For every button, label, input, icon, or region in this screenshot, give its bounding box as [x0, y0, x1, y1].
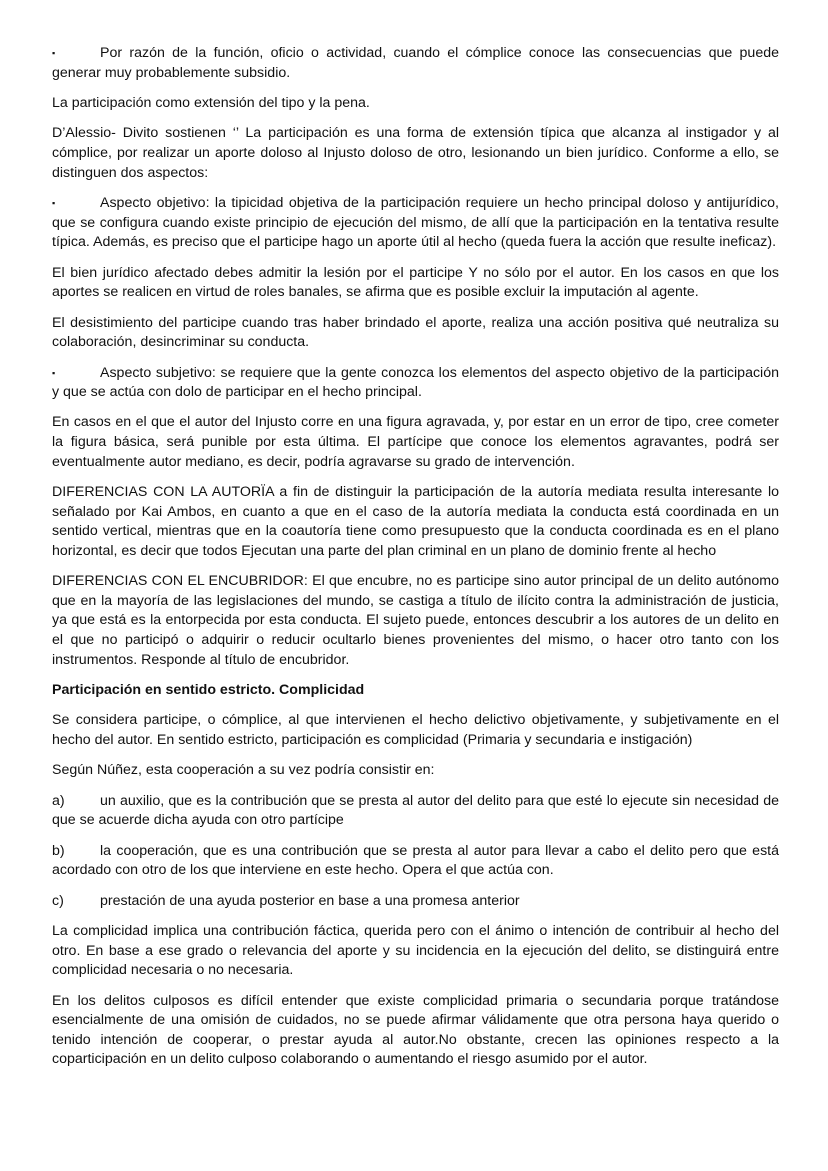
list-marker: c) — [52, 892, 64, 909]
list-item-text: prestación de una ayuda posterior en base a una promesa anterior — [100, 892, 520, 909]
paragraph: Se considera participe, o cómplice, al que intervienen el hecho delictivo objetivamente, y subjetivamente en el hecho del autor. En sentido estricto, participación es complicidad (Primaria y secundaria e instigación) — [52, 712, 779, 748]
list-item — [52, 792, 779, 831]
section-heading: Participación en sentido estricto. Complicidad — [52, 682, 365, 698]
paragraph: D’Alessio- Divito sostienen ‘’ La participación es una forma de extensión típica que alcanza al instigador y al cómplice, por realizar un aporte doloso al Injusto doloso de otro, lesionando un bien jurídico. Conforme a ello, se distinguen dos aspectos: — [52, 125, 779, 181]
bullet-paragraph — [52, 364, 779, 403]
paragraph-text: Aspecto objetivo: la tipicidad objetiva de la participación requiere un hecho principal doloso y antijurídico, que se configura cuando existe principio de ejecución del mismo, de allí que la participación en la tentativa resulte típica. Además, es preciso que el participe hago un aporte útil al hecho (queda fuera la acción que resulte ineficaz). — [52, 194, 779, 251]
bullet-marker: ▪ — [52, 367, 56, 378]
list-item — [52, 892, 779, 912]
document-page — [52, 44, 779, 1081]
paragraph: El desistimiento del participe cuando tras haber brindado el aporte, realiza una acción positiva qué neutraliza su colaboración, desincriminar su conducta. — [52, 314, 779, 351]
list-marker: a) — [52, 792, 65, 809]
paragraph: En los delitos culposos es difícil entender que existe complicidad primaria o secundaria porque tratándose esencialmente de una omisión de cuidados, no se puede afirmar válidamente que otra persona haya querido o tenido intención de cooperar, o prestar ayuda al autor.No obstante, crecen las opiniones respecto a la coparticipación en un delito culposo colaborando o aumentando el riesgo asumido por el autor. — [52, 992, 779, 1068]
bullet-marker: ▪ — [52, 48, 56, 58]
paragraph: Según Núñez, esta cooperación a su vez podría consistir en: — [52, 762, 435, 779]
list-item — [52, 842, 779, 881]
bullet-paragraph — [52, 194, 779, 253]
paragraph: El bien jurídico afectado debes admitir la lesión por el participe Y no sólo por el autor. En los casos en que los aportes se realicen en virtud de roles banales, se afirma que es posible excluir la imputación al agente. — [52, 264, 779, 301]
list-marker: b) — [52, 842, 65, 859]
paragraph: DIFERENCIAS CON EL ENCUBRIDOR: El que encubre, no es participe sino autor principal de un delito autónomo que en la mayoría de las legislaciones del mundo, se castiga a título de ilícito contra la administración de justicia, ya que está es la entorpecida por esta conducta. El sujeto puede, entonces descubrir a los autores de un delito en el que no participó o adquirir o reducir ocultarlo bienes provenientes del mismo, o hacer otro tanto con los instrumentos. Responde al título de encubridor. — [52, 573, 779, 668]
paragraph: DIFERENCIAS CON LA AUTORÏA a fin de distinguir la participación de la autoría mediata resulta interesante lo señalado por Kai Ambos, en cuanto a que en el caso de la autoría mediata la conducta está coordinada en un sentido vertical, mientras que en la coautoría tiene como presupuesto que la conducta coordinada es en el plano horizontal, es decir que todos Ejecutan una parte del plan criminal en un plano de dominio frente al hecho — [52, 484, 779, 559]
list-item-text: la cooperación, que es una contribución que se presta al autor para llevar a cabo el delito pero que está acordado con otro de los que interviene en este hecho. Opera el que actúa con. — [52, 842, 779, 879]
paragraph-text: Aspecto subjetivo: se requiere que la gente conozca los elementos del aspecto objetivo de la participación y que se actúa con dolo de participar en el hecho principal. — [52, 364, 779, 401]
list-item-text: un auxilio, que es la contribución que se presta al autor del delito para que esté lo ejecute sin necesidad de que se acuerde dicha ayuda con otro partícipe — [52, 792, 779, 829]
paragraph: La participación como extensión del tipo y la pena. — [52, 94, 370, 111]
paragraph-text: Por razón de la función, oficio o actividad, cuando el cómplice conoce las consecuencias que puede generar muy probablemente subsidio. — [52, 45, 779, 81]
paragraph: La complicidad implica una contribución fáctica, querida pero con el ánimo o intención de contribuir al hecho del otro. En base a ese grado o relevancia del aporte y su incidencia en la ejecución del delito, se distinguirá entre complicidad necesaria o no necesaria. — [52, 923, 779, 979]
paragraph: En casos en el que el autor del Injusto corre en una figura agravada, y, por estar en un error de tipo, cree cometer la figura básica, será punible por esta última. El partícipe que conoce los elementos agravantes, podrá ser eventualmente autor mediano, es decir, podría agravarse su grado de intervención. — [52, 414, 779, 470]
bullet-marker: ▪ — [52, 197, 56, 208]
bullet-paragraph — [52, 44, 779, 83]
